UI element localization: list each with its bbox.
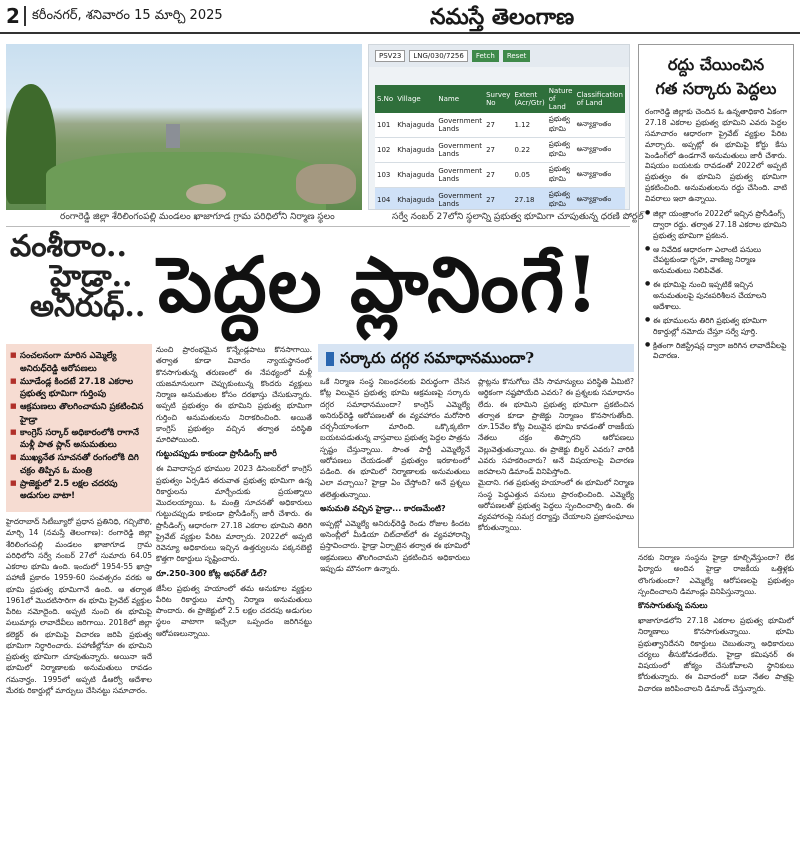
article-column-2 [156,344,312,864]
table-cell: ప్రభుత్వ భూమి [547,188,575,211]
dharani-portal-screenshot [368,44,630,210]
portal-fetch-button: Fetch [472,50,499,62]
table-cell: Government Lands [436,138,484,163]
article-paragraph: నరకు నిర్మాణ సంస్థను హైడ్రా కూల్చివేస్తుందా? లేక ఫిర్యాదు అందిన హైడ్రా రాజకీయ ఒత్తిళ్లకు లొంగుతుందా? ఎమ్మెల్యే ఆరోపణలపై ప్రభుత్వం స్పందించాలని డిమాండ్లు వినిపిస్తున్నాయి. [638,553,794,596]
screenshot-caption: సర్వే నంబర్ 27లోని స్థలాన్ని ప్రభుత్వ భూమిగా చూపుతున్న ధరణి పోర్టల్ [392,212,644,222]
table-cell: Government Lands [436,188,484,211]
table-header-cell: Extent (Acr/Gtr) [512,85,546,113]
table-cell: అన్యాక్రాంతం [575,113,625,138]
table-cell: ప్రభుత్వ భూమి [547,163,575,188]
table-cell: 0.05 [512,163,546,188]
photo-rocks [186,184,226,204]
table-header-cell: Survey No [484,85,512,113]
section-divider [6,226,630,227]
table-cell: Government Lands [436,163,484,188]
sidebar-box [638,44,794,548]
table-cell: 27 [484,138,512,163]
table-header-cell: Name [436,85,484,113]
kicker-headline [10,229,150,324]
highlight-item: ■ కాంగ్రెస్ సర్కార్ అధికారంలోకి రాగానే మళ్లీ పాత ప్లాన్ అనుమతులు [10,427,148,453]
highlight-item: ■ సంచలనంగా మారిన ఎమ్మెల్యే అనిరుధ్‌రెడ్డి ఆరోపణలు [10,350,148,376]
table-cell: 27.18 [512,188,546,211]
page-number: 2 [6,4,20,28]
main-headline: పెద్దల ప్లానింగే! [158,240,600,329]
highlights-list [10,350,148,503]
table-header-cell: Classification of Land [575,85,625,113]
article-column-4 [478,376,634,864]
article-paragraph: జేసీల ప్రభుత్వ హయాంలో తమ అనుకూల వ్యక్తుల పేరిట రికార్డులు మార్చి నిర్మాణ అనుమతులు పొందారు. ఈ ప్రాజెక్టులో 2.5 లక్షల చదరపు అడుగుల స్థలం వాటాగా ఇచ్చేలా ఒప్పందం జరిగినట్టు ఆరోపణలున్నాయి. [156,583,312,638]
photo-building [166,124,180,148]
table-cell: 27 [484,188,512,211]
table-cell: ప్రభుత్వ భూమి [547,138,575,163]
portal-reset-button: Reset [503,50,531,62]
table-cell: 104 [375,188,395,211]
list-item: ● ఈ భూమిపై నుంచి ఇప్పటికే ఇచ్చిన అనుమతులపై పునఃపరిశీలన చేయాలని ఆదేశాలు. [645,280,787,313]
portal-table [375,85,625,210]
page-header [0,0,800,34]
article-column-5 [638,552,794,864]
table-row [375,188,625,211]
photo-caption: రంగారెడ్డి జిల్లా శేరిలింగంపల్లి మండలం ఖాజాగూడ గ్రామ పరిధిలోని నిర్మాణ స్థలం [60,212,335,222]
kicker-line: అనిరుధ్.. [30,289,146,324]
portal-toolbar [369,45,629,67]
list-item: ● క్రితంగా రిజిస్ట్రేషన్ల ద్వారా జరిగిన లావాదేవీలపై విచారణ. [645,341,787,363]
table-cell: Khajaguda [395,163,436,188]
article-paragraph: అప్పట్లో ఎమ్మెల్యే అనిరుధ్‌రెడ్డి రెండు రోజుల కిందట అసెంబ్లీలో మీడియా చిట్‌చాట్‌లో ఈ వ్యవహారాన్ని ప్రస్తావించారు. హైడ్రా ఏర్పాటైన తర్వాత ఈ భూమిలో ఆక్రమణలు తొలగించామని ప్రకటించిన అధికారులు ఇప్పుడు మౌనంగా ఉన్నారు. [320,518,470,573]
table-cell: Khajaguda [395,113,436,138]
table-cell: అన్యాక్రాంతం [575,138,625,163]
article-subhead: రూ.250-300 కోట్ల ఆఫర్‌తో డీల్? [156,568,268,578]
highlight-item: ■ ప్రాజెక్టులో 2.5 లక్షల చదరపు అడుగుల వాటా! [10,478,148,504]
boxed-story-heading [318,344,634,372]
sidebar-list [645,209,787,362]
sidebar-title-line: గత సర్కారు పెద్దలు [655,79,777,98]
header-divider [24,6,26,26]
article-paragraph: ఖాజాగూడలోని 27.18 ఎకరాల ప్రభుత్వ భూమిలో నిర్మాణాలు కొనసాగుతున్నాయి. భూమి ప్రభుత్వానిదేనని రికార్డులు చెబుతున్నా అధికారులు చర్యలు తీసుకోవడంలేదు. హైడ్రా కమిషనర్ ఈ విషయంలో జోక్యం చేసుకోవాలని స్థానికులు కోరుతున్నారు. ఈ వివాదంలో బడా నేతల పాత్రపై విచారణ జరిపించాలని డిమాండ్ చేస్తున్నారు. [638,616,794,693]
article-paragraph: హైదరాబాద్ సిటీబ్యూరో ప్రధాన ప్రతినిధి, గచ్చిబౌలి, మార్చి 14 (నమస్తే తెలంగాణ): రంగారెడ్డి జిల్లా శేరిలింగంపల్లి మండలం ఖాజాగూడ గ్రామ పరిధిలోని సర్వే నంబర్ 27లో సుమారు 64.05 ఎకరాల భూమి ఉంది. ఇందులో 1954-55 ఖాస్రా పహాణీ ప్రకారం 1959-60 సంవత్సరం వరకు ఆ భూమి ప్రభుత్వ భూమిగానే ఉంది. ఆ తర్వాత 1961లో మొదటిసారిగా ఈ భూమి ప్రైవేట్ వ్యక్తుల పేరిట నమోదైంది. అప్పటి నుంచి ఈ భూమిపై పలుమార్లు లావాదేవీలు జరిగాయి. 2018లో జిల్లా కలెక్టర్ ఈ భూమిపై విచారణ జరిపి ప్రభుత్వ భూమిగా నిర్ధారించారు. పహాణీల్లోనూ ఈ భూమిని ప్రభుత్వ భూమిగా చూపుతున్నారు. అయినా ఇదే భూమిలో నిర్మాణాలకు అనుమతులు రావడం గమనార్హం. 1995లో అప్పటి డీఆర్వో ఆదేశాల మేరకు రికార్డుల్లో మార్పులు చేసినట్టు సమాచారం. [6,517,152,695]
table-cell: Government Lands [436,113,484,138]
article-subhead: కొనసాగుతున్న పనులు [638,601,708,610]
list-item: ● ఈ భూములను తిరిగి ప్రభుత్వ భూమిగా రికార్డుల్లో నమోదు చేస్తూ సర్వే పూర్తి. [645,316,787,338]
list-item: ● ఆ నివేదిక ఆధారంగా ఎలాంటి పనులు చేపట్టకుండా గృహ, వాణిజ్య నిర్మాణ అనుమతులు నిలిపివేత. [645,245,787,278]
dateline: కరీంనగర్, శనివారం 15 మార్చి 2025 [32,8,223,23]
portal-field: LNG/030/7256 [409,50,467,62]
heading-marker [326,352,334,366]
highlight-item: ■ మూడేండ్ల కిందటే 27.18 ఎకరాల ప్రభుత్వ భూమిగా గుర్తింపు [10,376,148,402]
table-cell: 1.12 [512,113,546,138]
article-paragraph: నుంచి ప్రారంభమైన కొన్నేండ్లపాటు కొనసాగాయి. తర్వాత కూడా వివాదం న్యాయస్థానంలో కొనసాగుతున్న తరుణంలో ఈ నేపథ్యంలో మళ్లీ యజమానులుగా చెప్పుకుంటున్న కొందరు వ్యక్తులు నిర్మాణ అనుమతుల కోసం దరఖాస్తు చేసుకున్నారు. అప్పటి ప్రభుత్వం ఈ భూమిని ప్రభుత్వ భూమిగా గుర్తించి అనుమతులను నిరాకరించింది. అయితే కాంగ్రెస్ ప్రభుత్వం వచ్చిన తర్వాత పరిస్థితి మారిపోయింది. [156,345,312,444]
article-column-3 [320,376,470,864]
sidebar-intro: రంగారెడ్డి జిల్లాకు చెందిన ఓ ఉన్నతాధికారి ఏకంగా 27.18 ఎకరాల ప్రభుత్వ భూమిని ఎవరు పెద్దల సమాచారం ఆధారంగా ప్రైవేట్ వ్యక్తుల పేరిట మార్చారు. అప్పట్లో ఈ భూమిపై కోర్టు కేసు పెండింగ్‌లో ఉండగానే అనుమతులు జారీ చేశారు. విషయం బయటకు రావడంతో 2022లో అప్పటి ప్రభుత్వం ఈ భూమిని ప్రభుత్వ భూమిగా ప్రకటించింది. అనుమతులను రద్దు చేసింది. వాటి వివరాలు ఇలా ఉన్నాయి. [645,107,787,203]
table-row [375,113,625,138]
table-cell: ప్రభుత్వ భూమి [547,113,575,138]
photo-rocks [296,164,356,204]
masthead: నమస్తే తెలంగాణ [430,4,575,30]
sidebar-title-line: రద్దు చేయించిన [667,55,765,74]
article-paragraph: మైదాని. గత ప్రభుత్వ హయాంలో ఈ భూమిలో నిర్మాణ సంస్థ పెద్దఎత్తున పనులు ప్రారంభించింది. ఎమ్మెల్యే ఆరోపణలతో ప్రభుత్వ పెద్దలు స్పందించాల్సి ఉంది. ఈ వ్యవహారంపై సమగ్ర దర్యాప్తు చేయాలని ప్రజాసంఘాలు కోరుతున్నాయి. [478,478,634,533]
sidebar-title [645,53,787,101]
table-header-cell: S.No [375,85,395,113]
article-subhead: గుట్టుచప్పుడు కాకుండా ప్రొసీడింగ్స్ జారీ [156,449,277,459]
table-cell: Khajaguda [395,188,436,211]
table-cell: 102 [375,138,395,163]
table-row [375,138,625,163]
table-cell: అన్యాక్రాంతం [575,188,625,211]
highlight-item: ■ ముఖ్యనేత సూచనతో రంగంలోకి దిగి చక్రం తిప్పిన ఓ మంత్రి [10,452,148,478]
table-header-cell: Village [395,85,436,113]
table-cell: 103 [375,163,395,188]
highlights-box [6,344,152,512]
table-header-cell: Nature of Land [547,85,575,113]
kicker-line: వంశీరాం.. [10,229,127,264]
article-paragraph: ప్లాట్లను కొనుగోలు చేసి సామాన్యులు పరిస్థితి ఏమిటి? ఆర్థికంగా నష్టపోయేది ఎవరు? ఈ ప్రశ్నలకు సమాధానం లేదు. ఈ భూమిని ప్రభుత్వ భూమిగా ప్రకటించిన తర్వాత కూడా ప్రాజెక్టు నిర్మాణం కొనసాగుతోంది. రూ.15వేల కోట్ల విలువైన భూమి కావడంతో రాజకీయ నేతలు చక్రం తిప్పారని ఆరోపణలు వెల్లువెత్తుతున్నాయి. ఈ ప్రాజెక్టు బిల్డర్ ఎవరు? వారికి ఎవరు సహకరించారు? అనే విషయాలపై విచారణ జరపాలని డిమాండ్ వినిపిస్తోంది. [478,377,634,476]
kicker-line: హైడ్రా.. [50,259,133,294]
list-item: ● జిల్లా యంత్రాంగం 2022లో ఇచ్చిన ప్రొసీడింగ్స్ ద్వారా రద్దు. తర్వాత 27.18 ఎకరాల భూమిని ప్రభుత్వ భూమిగా ప్రకటన. [645,209,787,242]
highlight-item: ■ ఆక్రమణలు తొలగించామని ప్రకటించిన హైడ్రా [10,401,148,427]
table-cell: అన్యాక్రాంతం [575,163,625,188]
table-cell: 27 [484,163,512,188]
table-cell: 27 [484,113,512,138]
table-cell: Khajaguda [395,138,436,163]
article-column-1 [6,516,152,864]
photo-vegetation [46,152,326,210]
article-paragraph: ఒకే నిర్మాణ సంస్థ నిబంధనలకు విరుద్ధంగా చేసిన కోట్ల విలువైన ప్రభుత్వ భూమి ఆక్రమణపై సర్కారు దగ్గర సమాధానముందా? కాంగ్రెస్ ఎమ్మెల్యే అనిరుధ్‌రెడ్డి ఆరోపణలతో ఈ వ్యవహారం మరోసారి చర్చనీయాంశంగా మారింది. ఒక్కొక్కటిగా బయటపడుతున్న వాస్తవాలు ప్రభుత్వ పెద్దల పాత్రను స్పష్టం చేస్తున్నాయి. సొంత పార్టీ ఎమ్మెల్యేనే ఆరోపణలు చేయడంతో ప్రభుత్వం ఇరకాటంలో పడింది. ఈ భూమిలో నిర్మాణాలకు అనుమతులు ఎలా వచ్చాయి? హైడ్రా ఏం చేస్తోంది? అనే ప్రశ్నలు తలెత్తుతున్నాయి. [320,377,470,499]
article-paragraph: ఈ వివాదాస్పద భూముల 2023 డిసెంబర్‌లో కాంగ్రెస్ ప్రభుత్వం ఏర్పడిన తరువాత ప్రభుత్వ భూమిగా ఉన్న రికార్డులను మార్చేందుకు ప్రయత్నాలు మొదలయ్యాయి. ఓ మంత్రి సూచనతో అధికారులు గుట్టుచప్పుడు కాకుండా ప్రొసీడింగ్స్ జారీ చేశారు. ఈ ప్రొసీడింగ్స్ ఆధారంగా 27.18 ఎకరాల భూమిని తిరిగి ప్రైవేట్ వ్యక్తుల పేరిట మార్చారు. 2022లో అప్పటి రెవెన్యూ అధికారులు ఇచ్చిన ఉత్తర్వులను పక్కనబెట్టి కొత్తగా రికార్డులు సృష్టించారు. [156,464,312,564]
table-row [375,163,625,188]
table-cell: 0.22 [512,138,546,163]
portal-field: PSV23 [375,50,405,62]
table-cell: 101 [375,113,395,138]
boxed-story-title: సర్కారు దగ్గర సమాధానముందా? [340,349,535,367]
article-subhead: అనుమతి వచ్చిన హైడ్రా... కారణమేంటి? [320,503,446,513]
construction-site-photo [6,44,362,210]
